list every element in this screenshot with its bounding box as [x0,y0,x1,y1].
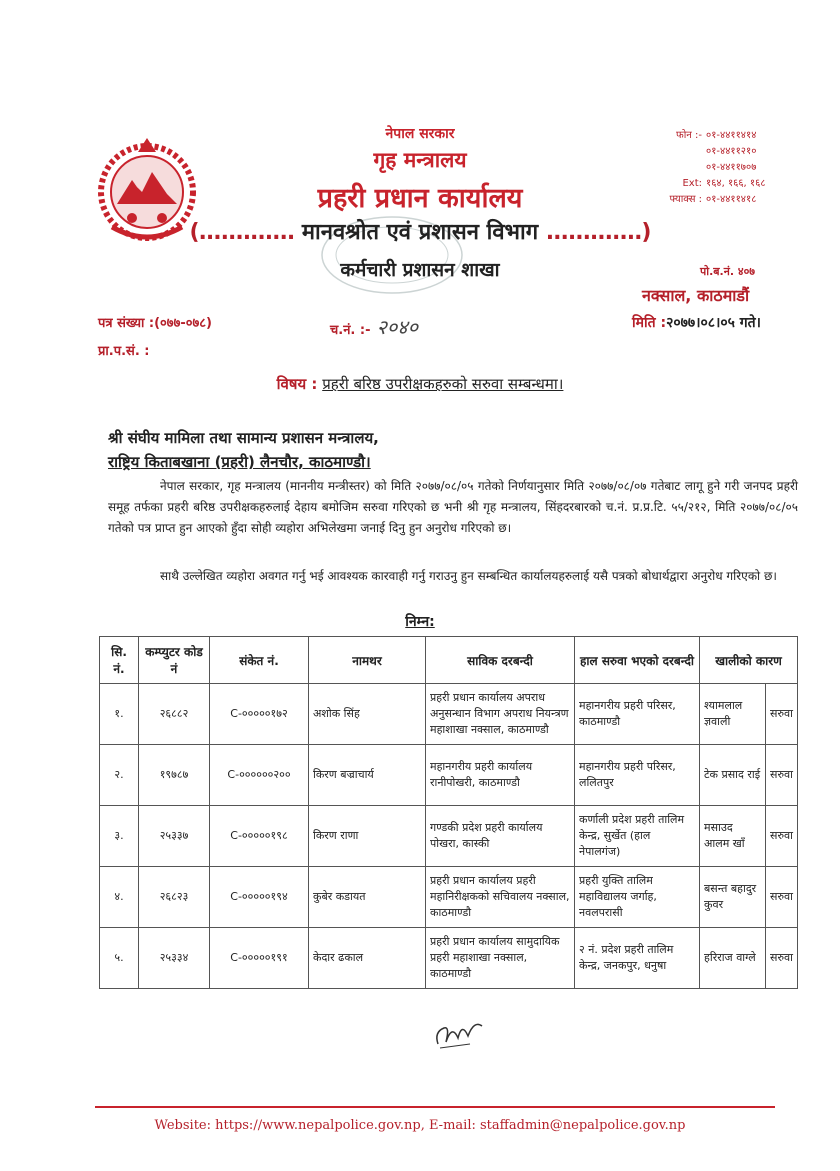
office-location: नक्साल, काठमाडौं [642,286,750,305]
government-name: नेपाल सरकार [385,126,455,142]
dispatch-number [330,313,418,340]
cell-code: २५३३४ [139,928,210,989]
date-label: मिति : [632,315,667,331]
body-paragraph-1: नेपाल सरकार, गृह मन्त्रालय (माननीय मन्त्रीस्तर) को मिति २०७७/०८/०५ गतेको निर्णयानुसार मिति २०७७/०८/०७ गतेबाट लागू हुने गरी जनपद प्रहरी समूह तर्फका प्रहरी बरिष्ठ उपरीक्षकहरुलाई देहाय बमोजिम सरुवा गरिएको छ भनी श्री गृह मन्त्रालय, सिंहदरबारको च.नं. प्र.प्र.टि. ५५/२१२, मिति २०७७/०८/०५ गतेको पत्र प्राप्त हुन आएको हुँदा सोही व्यहोरा अभिलेखमा जनाई दिनु हुन अनुरोध गरिएको छ। [108,479,798,535]
header-previous: साविक दरबन्दी [426,637,575,684]
cell-name: किरण बज्राचार्य [309,745,426,806]
cell-sn: १. [100,684,139,745]
cell-current: महानगरीय प्रहरी परिसर, काठमाण्डौ [575,684,700,745]
cell-code: १९७८७ [139,745,210,806]
dispatch-value: २०४० [376,315,419,339]
pps-label: प्रा.प.सं. : [98,344,150,359]
table-row [100,806,798,867]
phone-1: ०१-४४११४१४ [706,130,757,141]
letter-date [632,313,761,332]
recipient-line-1: श्री संघीय मामिला तथा सामान्य प्रशासन मन्त्रालय, [108,429,379,447]
cell-vacancy-person: मसाउद आलम खाँ [700,806,766,867]
header-vacancy: खालीको कारण [700,637,798,684]
fax-label: फ्याक्स : [669,194,702,205]
department-label: मानवश्रोत एवं प्रशासन विभाग [301,220,539,245]
footer-contact: Website: https://www.nepalpolice.gov.np, E-mail: staffadmin@nepalpolice.gov.np [154,1118,686,1133]
cell-sn: ५. [100,928,139,989]
cell-vacancy-reason: सरुवा [766,684,798,745]
recipient-line-2: राष्ट्रिय किताबखाना (प्रहरी) लैनचौर, काठमाण्डौ। [108,453,371,471]
cell-previous: महानगरीय प्रहरी कार्यालय रानीपोखरी, काठमाण्डौ [426,745,575,806]
fax-value: ०१-४४११४१८ [706,194,757,205]
cell-code: २५३३७ [139,806,210,867]
cell-vacancy-person: श्यामलाल ज्ञवाली [700,684,766,745]
cell-previous: गण्डकी प्रदेश प्रहरी कार्यालय पोखरा, कास्की [426,806,575,867]
cell-vacancy-reason: सरुवा [766,745,798,806]
cell-code: २६८८२ [139,684,210,745]
subject-label: विषय : [276,375,318,393]
footer-divider [95,1106,775,1108]
transfer-table [99,636,798,989]
cell-previous: प्रहरी प्रधान कार्यालय अपराध अनुसन्धान विभाग अपराध नियन्त्रण महाशाखा नक्साल, काठमाण्डौ [426,684,575,745]
cell-name: कुबेर कडायत [309,867,426,928]
header-code: कम्प्युटर कोड नं [139,637,210,684]
cell-current: प्रहरी युक्ति तालिम महाविद्यालय जर्गाह, नवलपरासी [575,867,700,928]
header-sn: सि. नं. [100,637,139,684]
table-row [100,928,798,989]
subject-line [0,374,840,394]
cell-name: किरण राणा [309,806,426,867]
ext-label: Ext: [682,178,702,189]
cell-vacancy-reason: सरुवा [766,867,798,928]
cell-previous: प्रहरी प्रधान कार्यालय प्रहरी महानिरीक्षकको सचिवालय नक्साल, काठमाण्डौ [426,867,575,928]
header-name: नामथर [309,637,426,684]
cell-symbol: C-०००००१९४ [210,867,309,928]
header-current: हाल सरुवा भएको दरबन्दी [575,637,700,684]
letter-number: पत्र संख्या :(०७७-०७८) [98,316,212,331]
body-paragraph-2: साथै उल्लेखित व्यहोरा अवगत गर्नु भई आवश्यक कारवाही गर्नु गराउनु हुन सम्बन्धित कार्यालयहरुलाई यसै पत्रको बोधार्थद्वारा अनुरोध गरिएको छ। [160,569,777,583]
cell-current: कर्णाली प्रदेश प्रहरी तालिम केन्द्र, सुर्खेत (हाल नेपालगंज) [575,806,700,867]
po-box: पो.ब.नं. ४०७ [700,265,756,278]
department-left-paren: (............. [189,220,295,245]
phone-label: फोन :- [675,130,702,141]
cell-vacancy-person: टेक प्रसाद राई [700,745,766,806]
cell-symbol: C-००००००२०० [210,745,309,806]
table-row [100,745,798,806]
branch-name: कर्मचारी प्रशासन शाखा [340,259,500,281]
cell-previous: प्रहरी प्रधान कार्यालय सामुदायिक प्रहरी महाशाखा नक्साल, काठमाण्डौ [426,928,575,989]
cell-vacancy-reason: सरुवा [766,806,798,867]
department-right-paren: .............) [545,220,651,245]
table-row [100,867,798,928]
subject-text: प्रहरी बरिष्ठ उपरीक्षकहरुको सरुवा सम्बन्धमा। [322,375,564,393]
cell-symbol: C-०००००१९१ [210,928,309,989]
department-name [0,216,840,246]
date-value: २०७७।०८।०५ गते। [666,315,761,331]
contact-block [650,128,766,208]
phone-3: ०१-४४११७०७ [706,162,757,173]
cell-sn: ४. [100,867,139,928]
cell-vacancy-person: हरिराज वाग्ले [700,928,766,989]
cell-symbol: C-०००००१७२ [210,684,309,745]
office-name: प्रहरी प्रधान कार्यालय [317,183,523,214]
cell-current: महानगरीय प्रहरी परिसर, ललितपुर [575,745,700,806]
cell-name: अशोक सिंह [309,684,426,745]
cell-code: २६८२३ [139,867,210,928]
cell-vacancy-reason: सरुवा [766,928,798,989]
cell-sn: ३. [100,806,139,867]
cell-current: २ नं. प्रदेश प्रहरी तालिम केन्द्र, जनकपुर, धनुषा [575,928,700,989]
signature-icon [430,1014,490,1054]
table-header-row [100,637,798,684]
header-symbol: संकेत नं. [210,637,309,684]
list-heading: निम्न: [405,614,435,630]
ext-values: १६४, १६६, १६८ [706,178,766,189]
cell-vacancy-person: बसन्त बहादुर कुवर [700,867,766,928]
cell-name: केदार ढकाल [309,928,426,989]
phone-2: ०१-४४११२१० [706,146,757,157]
ministry-name: गृह मन्त्रालय [373,148,467,172]
dispatch-label: च.नं. :- [330,323,371,338]
cell-sn: २. [100,745,139,806]
table-row [100,684,798,745]
cell-symbol: C-०००००१९८ [210,806,309,867]
